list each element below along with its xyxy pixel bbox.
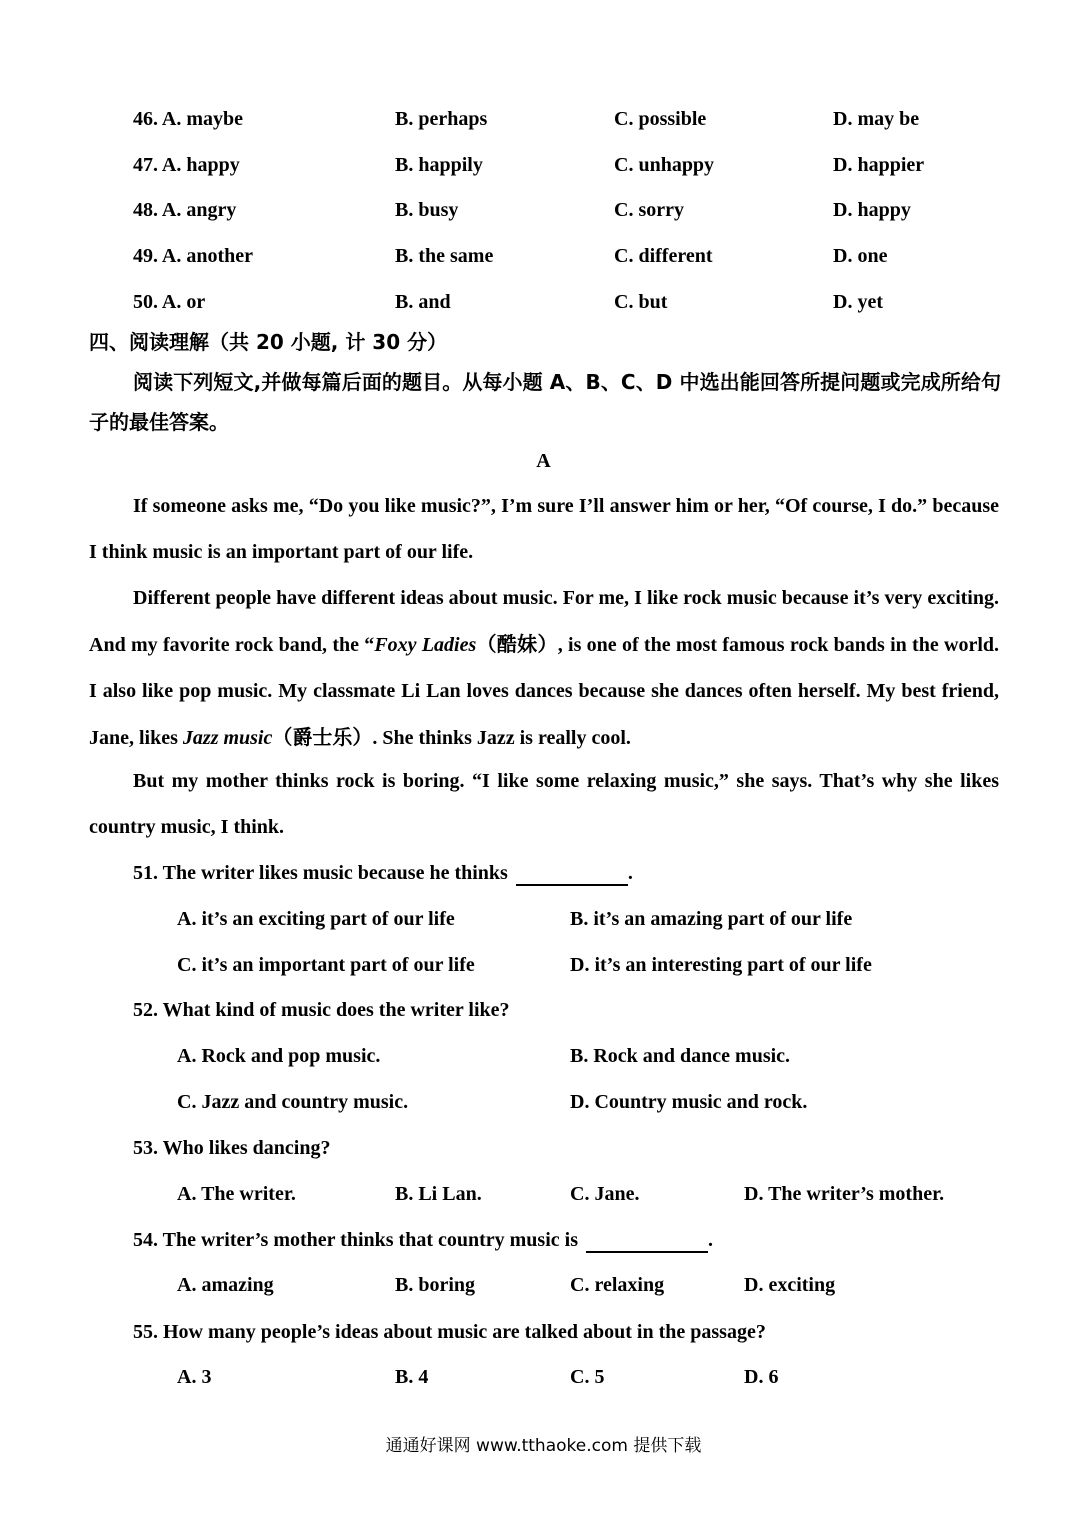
option-a: A. it’s an exciting part of our life (177, 908, 455, 930)
question-number: 49. (133, 245, 158, 267)
question-number: 46. (133, 108, 158, 130)
section-title: 四、阅读理解（共 20 小题, 计 30 分） (89, 330, 448, 354)
option-d: D. Country music and rock. (570, 1091, 808, 1113)
option-a: A. Rock and pop music. (177, 1045, 381, 1067)
option-b: B. busy (395, 199, 459, 221)
instructions: 阅读下列短文,并做每篇后面的题目。从每小题 A、B、C、D 中选出能回答所提问题或完成所给句子的最佳答案。 (89, 370, 1001, 434)
question-stem: 52. What kind of music does the writer like? (133, 999, 510, 1021)
option-a-text: A. or (161, 291, 206, 313)
jazz-term-chinese: （爵士乐） (272, 725, 373, 749)
question-52 (133, 997, 510, 1023)
option-b: B. the same (395, 245, 494, 267)
option-a-text: A. another (161, 245, 254, 267)
question-53 (133, 1135, 330, 1161)
option-c: C. relaxing (570, 1274, 665, 1296)
option-a: A. The writer. (177, 1183, 296, 1205)
passage-paragraph-2 (89, 575, 999, 761)
option-a: A. amazing (177, 1274, 274, 1296)
option-c: C. Jazz and country music. (177, 1091, 409, 1113)
question-stem: 53. Who likes dancing? (133, 1137, 331, 1159)
option-c: C. 5 (570, 1366, 605, 1388)
passage-label: A (536, 450, 551, 472)
question-54 (133, 1227, 713, 1253)
option-d: D. happier (833, 154, 925, 176)
option-c: C. it’s an important part of our life (177, 954, 475, 976)
option-b: B. boring (395, 1274, 476, 1296)
question-51 (133, 860, 633, 886)
band-name: Foxy Ladies (374, 634, 477, 656)
option-b: B. it’s an amazing part of our life (570, 908, 853, 930)
question-end: . (627, 862, 633, 884)
paragraph-2-part-2: , is one of the most famous rock bands in the world. I also like pop music. My classmate Li Lan loves dances because she dances often herself. My best friend, Jane, likes (89, 634, 1000, 749)
option-b: B. Li Lan. (395, 1183, 482, 1205)
option-d: D. happy (833, 199, 911, 221)
option-b: B. perhaps (395, 108, 488, 130)
question-stem: 51. The writer likes music because he thinks (133, 862, 508, 884)
option-c: C. possible (614, 108, 707, 130)
option-d: D. 6 (744, 1366, 779, 1388)
jazz-term: Jazz music (182, 727, 273, 749)
page-footer: 通通好课网 www.tthaoke.com 提供下载 (385, 1436, 702, 1456)
option-a (133, 197, 236, 223)
question-number: 47. (133, 154, 158, 176)
question-stem: 54. The writer’s mother thinks that country music is (133, 1229, 578, 1251)
answer-blank (586, 1231, 708, 1253)
option-c: C. Jane. (570, 1183, 640, 1205)
passage-paragraph-3: But my mother thinks rock is boring. “I like some relaxing music,” she says. That’s why she likes country music, I think. (89, 770, 999, 838)
paragraph-2-part-3: . She thinks Jazz is really cool. (372, 727, 631, 749)
option-d: D. it’s an interesting part of our life (570, 954, 872, 976)
option-c: C. different (614, 245, 713, 267)
option-b: B. happily (395, 154, 483, 176)
option-c: C. sorry (614, 199, 684, 221)
option-d: D. exciting (744, 1274, 836, 1296)
question-number: 50. (133, 291, 158, 313)
question-55 (133, 1319, 766, 1345)
question-number: 48. (133, 199, 158, 221)
band-name-chinese: （酷妹） (476, 632, 558, 656)
paragraph-2-part-1: Different people have different ideas about music. For me, I like rock music because it’s very exciting. And my favorite rock band, the “ (89, 587, 999, 656)
option-a-text: A. maybe (161, 108, 244, 130)
option-b: B. and (395, 291, 451, 313)
option-b: B. 4 (395, 1366, 429, 1388)
option-a: A. 3 (177, 1366, 212, 1388)
option-d: D. The writer’s mother. (744, 1183, 945, 1205)
question-stem: 55. How many people’s ideas about music are talked about in the passage? (133, 1321, 766, 1343)
option-a (133, 243, 253, 269)
option-a (133, 152, 240, 178)
question-end: . (707, 1229, 713, 1251)
option-a (133, 106, 243, 132)
option-c: C. but (614, 291, 668, 313)
option-c: C. unhappy (614, 154, 715, 176)
option-a-text: A. happy (161, 154, 240, 176)
option-a (133, 289, 205, 315)
option-a-text: A. angry (161, 199, 237, 221)
option-d: D. one (833, 245, 888, 267)
option-d: D. yet (833, 291, 883, 313)
answer-blank (516, 864, 628, 886)
option-d: D. may be (833, 108, 920, 130)
passage-paragraph-1: If someone asks me, “Do you like music?”, I’m sure I’ll answer him or her, “Of course, I do.” because I think music is an important part of our life. (89, 495, 999, 563)
option-b: B. Rock and dance music. (570, 1045, 791, 1067)
